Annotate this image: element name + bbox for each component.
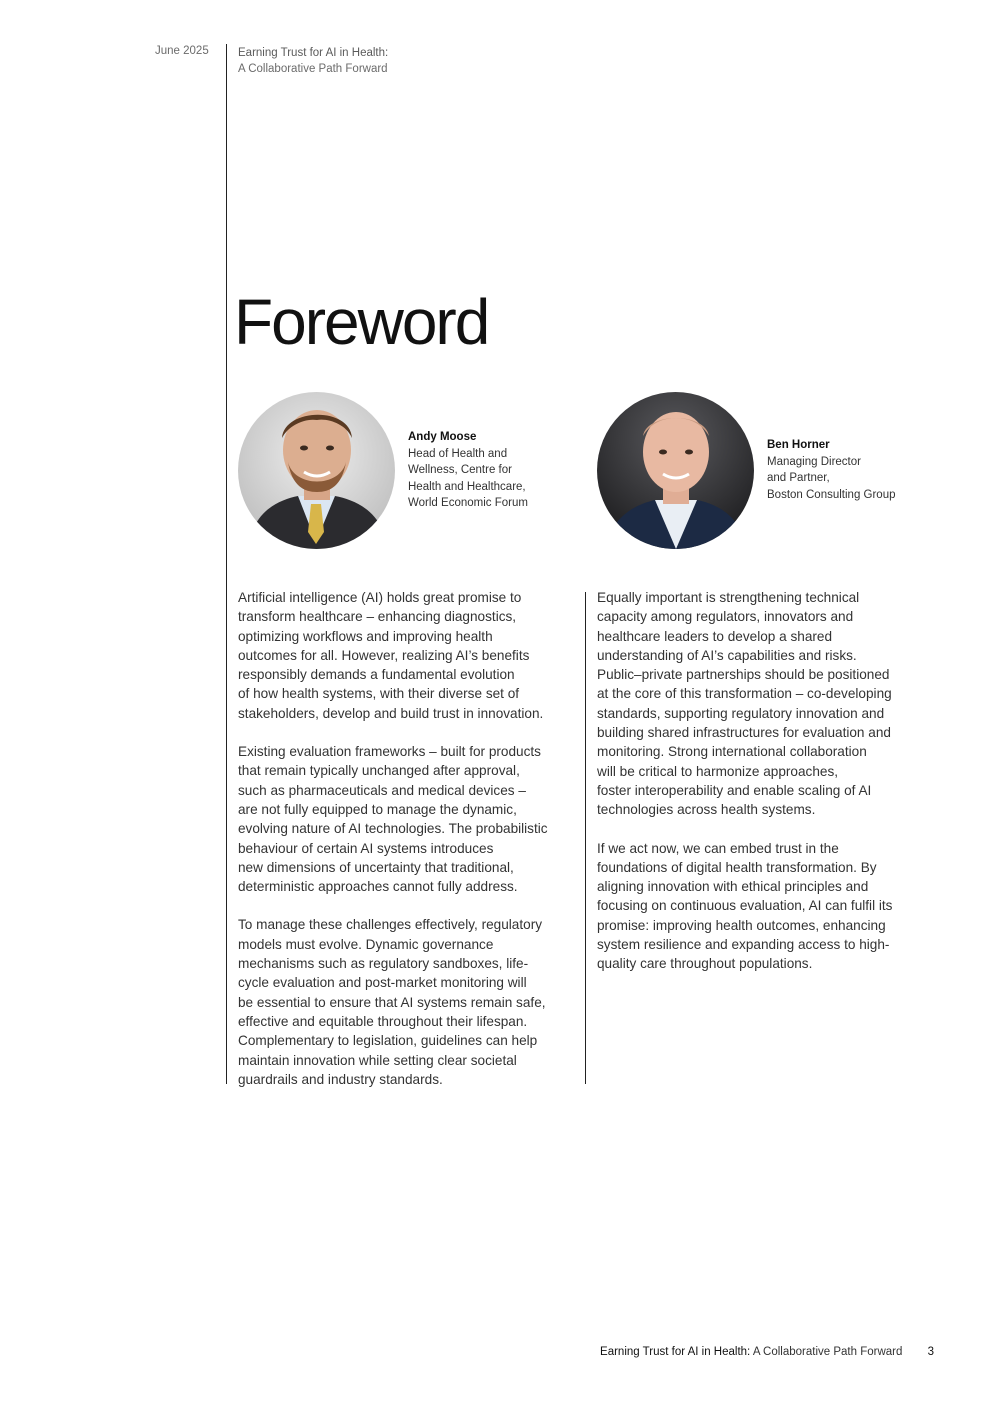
footer-title-bold: Earning Trust for AI in Health: [600,1346,751,1358]
person-card-andy-moose [408,429,528,512]
person-role-line: World Economic Forum [408,497,528,509]
paragraph: Artificial intelligence (AI) holds great promise to transform healthcare – enhancing diagnostics, optimizing workflows and improving health outcomes for all. However, realizing AI’s benefits responsibly demands a fundamental evolution of how health systems, with their diverse set of stakeholders, develop and build trust in innovation. [238,590,544,721]
header-title-line1: Earning Trust for AI in Health: [238,47,389,59]
person-role-line: Head of Health and [408,447,508,460]
person-role-line: Health and Healthcare, [408,480,526,493]
portrait-ben-horner [597,392,754,549]
page-number: 3 [927,1346,934,1358]
header-divider [226,44,227,1084]
portrait-andy-moose [238,392,395,549]
person-role-line: Wellness, Centre for [408,464,512,476]
person-name: Andy Moose [408,431,477,443]
header-title [238,45,388,77]
column-divider [585,592,586,1084]
person-role-line: Managing Director [767,455,861,468]
person-role-line: Boston Consulting Group [767,488,896,501]
paragraph: Existing evaluation frameworks – built for products that remain typically unchanged after approval, such as pharmaceuticals and medical devices – are not fully equipped to manage the dynamic, evolving nature of AI technologies. The probabilistic behaviour of certain AI systems introduces new dimensions of uncertainty that traditional, deterministic approaches cannot fully address. [238,744,548,895]
header-title-line2: A Collaborative Path Forward [238,63,388,75]
body-column-right [597,588,942,993]
header-date: June 2025 [155,45,209,57]
paragraph: If we act now, we can embed trust in the foundations of digital health transformation. By aligning innovation with ethical principles and focusing on continuous evaluation, AI can fulfil its promise: improving health outcomes, enhancing system resilience and expanding access to high- quality care throughout populations. [597,840,893,972]
paragraph: Equally important is strengthening technical capacity among regulators, innovators and healthcare leaders to develop a shared understanding of AI’s capabilities and risks. Public–private partnerships should be positioned at the core of this transformation – co-developing standards, supporting regulatory innovation and building shared infrastructures for evaluation and monitoring. Strong international collaboration will be critical to harmonize approaches, foster interoperability and enable scaling of AI technologies across health systems. [597,590,892,818]
footer-title-rest: A Collaborative Path Forward [752,1346,903,1358]
person-role-line: and Partner, [767,472,830,484]
footer [600,1346,934,1358]
body-column-left [238,588,583,1108]
page-title: Foreword [234,286,489,358]
person-name: Ben Horner [767,439,830,451]
paragraph: To manage these challenges effectively, regulatory models must evolve. Dynamic governance mechanisms such as regulatory sandboxes, life- cycle evaluation and post-market monitoring will be essential to ensure that AI systems remain safe, effective and equitable throughout their lifespan. Complementary to legislation, guidelines can help maintain innovation while setting clear societal guardrails and industry standards. [238,917,546,1087]
person-card-ben-horner [767,437,896,503]
